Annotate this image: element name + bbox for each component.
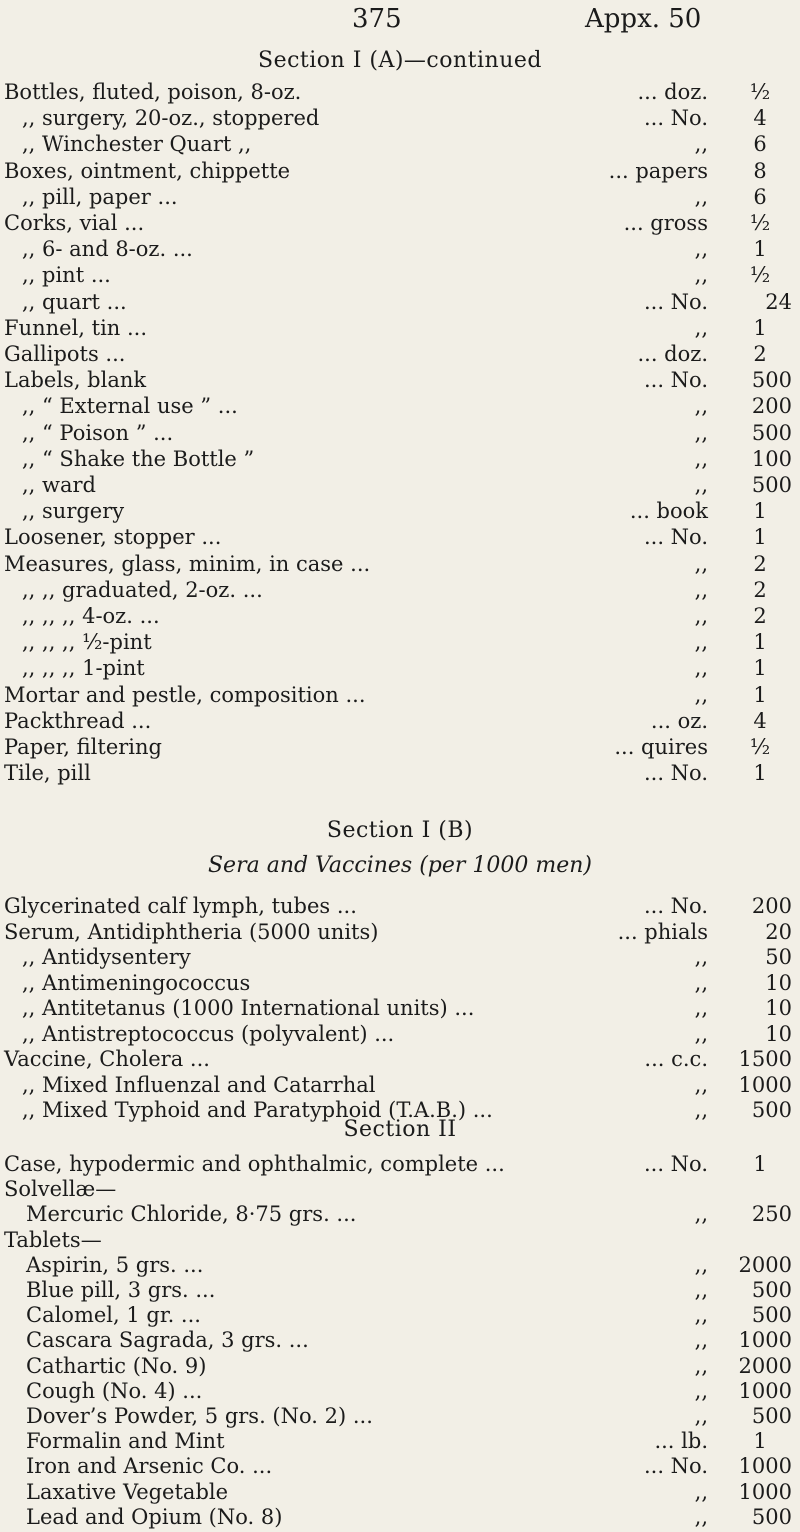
item-unit: ... No. bbox=[643, 761, 708, 786]
item-unit: ,, bbox=[694, 1252, 708, 1277]
item-unit: ,, bbox=[694, 1278, 708, 1302]
list-item bbox=[0, 447, 800, 474]
list-item bbox=[0, 709, 800, 736]
item-unit: ,, bbox=[694, 1202, 708, 1227]
item-unit: ,, bbox=[694, 656, 708, 681]
item-quantity: 100 bbox=[751, 446, 792, 471]
list-item bbox=[0, 185, 800, 212]
item-quantity: 500 bbox=[751, 420, 792, 445]
item-description: Tile, pill bbox=[4, 761, 91, 786]
list-item bbox=[0, 1404, 800, 1431]
item-description: Corks, vial ... bbox=[4, 211, 145, 235]
item-unit: ,, bbox=[694, 1098, 708, 1122]
item-unit: ,, bbox=[694, 630, 708, 655]
list-item bbox=[0, 1278, 800, 1305]
item-quantity: 1 bbox=[753, 525, 767, 550]
item-quantity: 500 bbox=[751, 368, 792, 393]
item-unit: ,, bbox=[694, 1378, 708, 1403]
item-unit: ,, bbox=[694, 315, 708, 340]
list-item bbox=[0, 1505, 800, 1532]
item-quantity: 1 bbox=[753, 1152, 767, 1176]
item-unit: ,, bbox=[694, 1303, 708, 1328]
item-unit: ... No. bbox=[643, 368, 708, 393]
list-item bbox=[0, 1228, 800, 1255]
item-description: ,, surgery, 20-oz., stoppered bbox=[22, 106, 320, 131]
item-quantity: 24 bbox=[765, 289, 792, 314]
list-item bbox=[0, 578, 800, 605]
item-quantity: 6 bbox=[753, 132, 767, 157]
item-description: Case, hypodermic and ophthalmic, complete ... bbox=[4, 1152, 505, 1176]
item-description: Bottles, fluted, poison, 8-oz. bbox=[4, 80, 302, 104]
page-header bbox=[0, 4, 800, 44]
item-quantity: 4 bbox=[753, 106, 767, 131]
item-unit: ,, bbox=[694, 682, 708, 707]
item-unit: ,, bbox=[694, 184, 708, 209]
list-item bbox=[0, 552, 800, 579]
item-description: Calomel, 1 gr. ... bbox=[26, 1303, 201, 1328]
section-1a-title: Section I (A)—continued bbox=[258, 48, 542, 73]
list-item bbox=[0, 604, 800, 631]
item-quantity: ½ bbox=[749, 80, 771, 104]
item-unit: ... papers bbox=[608, 158, 708, 183]
item-quantity: ½ bbox=[749, 211, 771, 235]
item-unit: ,, bbox=[694, 237, 708, 262]
item-quantity: 500 bbox=[751, 1098, 792, 1122]
item-unit: ... No. bbox=[643, 1152, 708, 1176]
list-item bbox=[0, 1073, 800, 1100]
item-quantity: 500 bbox=[751, 1504, 792, 1529]
item-quantity: 500 bbox=[751, 473, 792, 497]
item-unit: ... No. bbox=[643, 1454, 708, 1479]
list-item bbox=[0, 132, 800, 159]
item-description: Formalin and Mint bbox=[26, 1429, 225, 1454]
list-item bbox=[0, 1454, 800, 1481]
item-unit: ,, bbox=[694, 1479, 708, 1504]
item-description: ,, pill, paper ... bbox=[22, 184, 178, 209]
list-item bbox=[0, 394, 800, 421]
section-1b-subtitle: Sera and Vaccines (per 1000 men) bbox=[207, 853, 593, 878]
item-quantity: 1 bbox=[753, 761, 767, 786]
item-description: Lead and Opium (No. 8) bbox=[26, 1504, 283, 1529]
item-unit: ,, bbox=[694, 1504, 708, 1529]
item-quantity: 1000 bbox=[738, 1378, 792, 1403]
item-description: Dover’s Powder, 5 grs. (No. 2) ... bbox=[26, 1404, 373, 1428]
item-description: Funnel, tin ... bbox=[4, 315, 148, 340]
list-item bbox=[0, 630, 800, 657]
list-item bbox=[0, 342, 800, 369]
item-unit: ... doz. bbox=[637, 342, 708, 366]
list-item bbox=[0, 894, 800, 921]
item-description: Loosener, stopper ... bbox=[4, 525, 222, 550]
item-description: Aspirin, 5 grs. ... bbox=[26, 1252, 204, 1277]
item-unit: ... doz. bbox=[637, 80, 708, 104]
item-description: Serum, Antidiphtheria (5000 units) bbox=[4, 919, 379, 944]
item-quantity: ½ bbox=[749, 735, 771, 759]
item-unit: ... oz. bbox=[650, 708, 708, 733]
item-description: Iron and Arsenic Co. ... bbox=[26, 1454, 273, 1479]
item-description: ,, Mixed Influenzal and Catarrhal bbox=[22, 1072, 376, 1097]
list-item bbox=[0, 159, 800, 186]
list-item bbox=[0, 1354, 800, 1381]
item-quantity: 6 bbox=[753, 184, 767, 209]
item-description: Mercuric Chloride, 8·75 grs. ... bbox=[26, 1202, 357, 1227]
item-quantity: 8 bbox=[753, 158, 767, 183]
item-description: Vaccine, Cholera ... bbox=[4, 1047, 210, 1071]
item-quantity: 2 bbox=[753, 604, 767, 628]
item-unit: ,, bbox=[694, 577, 708, 602]
item-unit: ,, bbox=[694, 970, 708, 995]
item-description: Measures, glass, minim, in case ... bbox=[4, 551, 371, 576]
item-unit: ... gross bbox=[623, 211, 708, 235]
item-description: Labels, blank bbox=[4, 368, 147, 393]
item-quantity: 1 bbox=[753, 630, 767, 655]
item-quantity: 1000 bbox=[738, 1072, 792, 1097]
item-description: ,, Antitetanus (1000 International units) ... bbox=[22, 996, 475, 1020]
list-item bbox=[0, 1022, 800, 1049]
item-description: ,, ,, ,, 1-pint bbox=[22, 656, 145, 681]
item-quantity: 1000 bbox=[738, 1454, 792, 1479]
item-quantity: 500 bbox=[751, 1303, 792, 1328]
item-description: ,, 6- and 8-oz. ... bbox=[22, 237, 193, 262]
list-item bbox=[0, 735, 800, 762]
item-unit: ... c.c. bbox=[644, 1047, 708, 1071]
list-item bbox=[0, 656, 800, 683]
item-quantity: 10 bbox=[765, 996, 792, 1020]
item-quantity: 1 bbox=[753, 315, 767, 340]
list-item bbox=[0, 1480, 800, 1507]
item-quantity: 50 bbox=[765, 945, 792, 969]
item-description: Cathartic (No. 9) bbox=[26, 1353, 207, 1378]
list-item bbox=[0, 525, 800, 552]
item-description: Cough (No. 4) ... bbox=[26, 1378, 203, 1403]
item-quantity: 250 bbox=[751, 1202, 792, 1227]
item-quantity: 1 bbox=[753, 237, 767, 262]
item-quantity: 2000 bbox=[738, 1353, 792, 1378]
list-item bbox=[0, 920, 800, 947]
item-unit: ,, bbox=[694, 996, 708, 1020]
appendix-label: Appx. 50 bbox=[585, 4, 702, 34]
page-number: 375 bbox=[352, 4, 402, 34]
list-item bbox=[0, 1253, 800, 1280]
item-quantity: 2 bbox=[753, 551, 767, 576]
item-unit: ,, bbox=[694, 446, 708, 471]
list-item bbox=[0, 421, 800, 448]
item-description: ,, Winchester Quart ,, bbox=[22, 132, 252, 157]
item-quantity: 500 bbox=[751, 1278, 792, 1302]
list-item bbox=[0, 945, 800, 972]
item-quantity: 20 bbox=[765, 919, 792, 944]
item-unit: ,, bbox=[694, 1072, 708, 1097]
item-description: ,, Mixed Typhoid and Paratyphoid (T.A.B.) ... bbox=[22, 1098, 493, 1122]
list-item bbox=[0, 106, 800, 133]
list-item bbox=[0, 1379, 800, 1406]
list-item bbox=[0, 1303, 800, 1330]
section-2-title: Section II bbox=[343, 1117, 457, 1142]
item-description: Blue pill, 3 grs. ... bbox=[26, 1278, 216, 1302]
item-unit: ... phials bbox=[617, 919, 708, 944]
list-item bbox=[0, 316, 800, 343]
item-quantity: 10 bbox=[765, 970, 792, 995]
list-item bbox=[0, 1152, 800, 1179]
item-unit: ... No. bbox=[643, 894, 708, 918]
item-unit: ,, bbox=[694, 132, 708, 157]
item-quantity: 4 bbox=[753, 708, 767, 733]
item-quantity: 1 bbox=[753, 656, 767, 681]
item-quantity: 1 bbox=[753, 1429, 767, 1454]
item-description: ,, ,, ,, 4-oz. ... bbox=[22, 604, 160, 628]
item-unit: ... No. bbox=[643, 525, 708, 550]
list-item bbox=[0, 290, 800, 317]
item-unit: ,, bbox=[694, 263, 708, 288]
list-item bbox=[0, 499, 800, 526]
item-description: ,, ,, ,, ½-pint bbox=[22, 630, 152, 655]
item-unit: ,, bbox=[694, 394, 708, 419]
item-unit: ,, bbox=[694, 1328, 708, 1353]
item-unit: ... lb. bbox=[654, 1429, 708, 1454]
list-item bbox=[0, 263, 800, 290]
item-description: ,, pint ... bbox=[22, 263, 111, 288]
item-quantity: 500 bbox=[751, 1404, 792, 1428]
item-description: ,, quart ... bbox=[22, 289, 127, 314]
item-quantity: 200 bbox=[751, 894, 792, 918]
list-item bbox=[0, 1047, 800, 1074]
item-quantity: 1 bbox=[753, 682, 767, 707]
list-item bbox=[0, 473, 800, 500]
section-1b-title: Section I (B) bbox=[326, 818, 474, 843]
list-item bbox=[0, 368, 800, 395]
list-item bbox=[0, 237, 800, 264]
list-item bbox=[0, 1202, 800, 1229]
list-item bbox=[0, 80, 800, 107]
item-description: ,, “ Shake the Bottle ” bbox=[22, 446, 255, 471]
list-item bbox=[0, 1177, 800, 1204]
item-description: ,, surgery bbox=[22, 499, 125, 524]
item-unit: ,, bbox=[694, 1404, 708, 1428]
item-unit: ... No. bbox=[643, 106, 708, 131]
list-item bbox=[0, 971, 800, 998]
list-item bbox=[0, 683, 800, 710]
item-description: ,, Antimeningococcus bbox=[22, 970, 251, 995]
item-quantity: 1000 bbox=[738, 1479, 792, 1504]
item-quantity: 2000 bbox=[738, 1252, 792, 1277]
item-description: ,, Antidysentery bbox=[22, 945, 191, 969]
item-quantity: 1000 bbox=[738, 1328, 792, 1353]
item-description: ,, ,, graduated, 2-oz. ... bbox=[22, 577, 263, 602]
item-unit: ,, bbox=[694, 551, 708, 576]
item-description: Gallipots ... bbox=[4, 342, 126, 366]
item-quantity: ½ bbox=[749, 263, 771, 288]
item-quantity: 2 bbox=[753, 342, 767, 366]
list-item bbox=[0, 1429, 800, 1456]
item-description: ,, “ Poison ” ... bbox=[22, 420, 174, 445]
item-unit: ,, bbox=[694, 945, 708, 969]
item-description: ,, Antistreptococcus (polyvalent) ... bbox=[22, 1021, 395, 1046]
item-unit: ,, bbox=[694, 1021, 708, 1046]
item-unit: ,, bbox=[694, 473, 708, 497]
item-description: Cascara Sagrada, 3 grs. ... bbox=[26, 1328, 309, 1353]
item-description: ,, ward bbox=[22, 473, 97, 497]
item-quantity: 2 bbox=[753, 577, 767, 602]
item-description: Mortar and pestle, composition ... bbox=[4, 682, 366, 707]
item-description: Boxes, ointment, chippette bbox=[4, 158, 291, 183]
item-unit: ... quires bbox=[614, 735, 708, 759]
list-item bbox=[0, 1328, 800, 1355]
item-description: Solvellæ— bbox=[4, 1177, 117, 1202]
item-unit: ,, bbox=[694, 420, 708, 445]
item-unit: ... No. bbox=[643, 289, 708, 314]
item-description: ,, “ External use ” ... bbox=[22, 394, 238, 419]
list-item bbox=[0, 211, 800, 238]
item-description: Tablets— bbox=[4, 1227, 102, 1252]
item-description: Glycerinated calf lymph, tubes ... bbox=[4, 894, 357, 918]
list-item bbox=[0, 996, 800, 1023]
item-unit: ... book bbox=[629, 499, 708, 524]
item-unit: ,, bbox=[694, 1353, 708, 1378]
item-description: Packthread ... bbox=[4, 708, 152, 733]
list-item bbox=[0, 761, 800, 788]
item-unit: ,, bbox=[694, 604, 708, 628]
item-quantity: 200 bbox=[751, 394, 792, 419]
item-description: Laxative Vegetable bbox=[26, 1479, 229, 1504]
item-quantity: 10 bbox=[765, 1021, 792, 1046]
item-quantity: 1 bbox=[753, 499, 767, 524]
item-description: Paper, filtering bbox=[4, 735, 162, 759]
item-quantity: 1500 bbox=[738, 1047, 792, 1071]
